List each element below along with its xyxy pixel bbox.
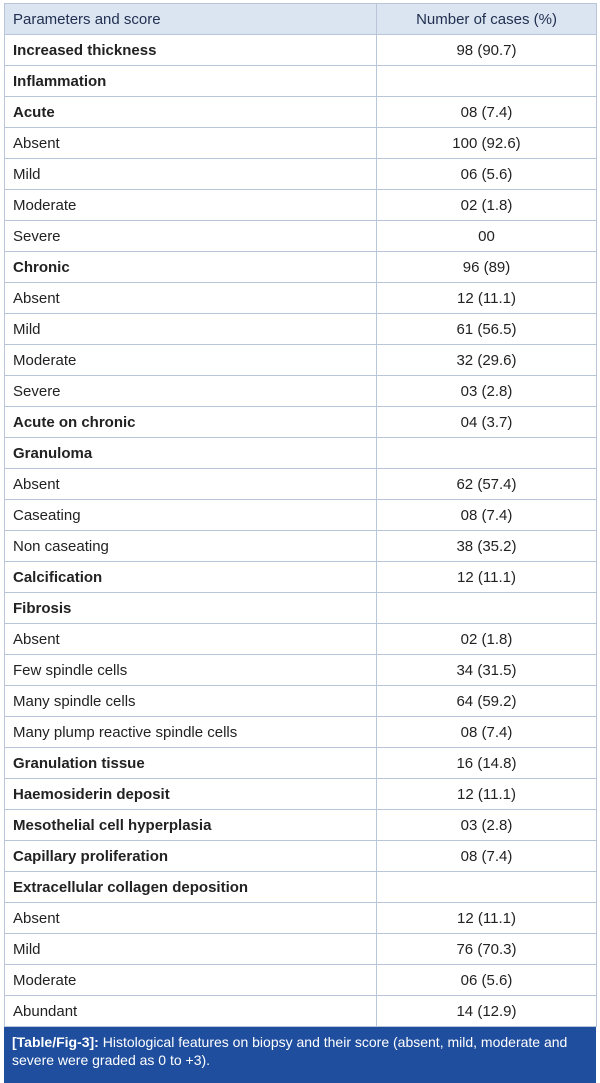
row-value: 62 (57.4) <box>377 469 597 500</box>
table-row <box>5 469 597 500</box>
table-row <box>5 376 597 407</box>
row-label: Haemosiderin deposit <box>5 779 377 810</box>
row-label: Absent <box>5 469 377 500</box>
row-label: Severe <box>5 376 377 407</box>
row-label: Extracellular collagen deposition <box>5 872 377 903</box>
row-label: Moderate <box>5 345 377 376</box>
row-label: Granuloma <box>5 438 377 469</box>
row-label: Absent <box>5 283 377 314</box>
table-row <box>5 531 597 562</box>
table-row <box>5 872 597 903</box>
row-value: 12 (11.1) <box>377 283 597 314</box>
row-label: Absent <box>5 624 377 655</box>
table-header-row <box>5 4 597 35</box>
row-value: 38 (35.2) <box>377 531 597 562</box>
histology-table <box>4 3 597 1027</box>
table-row <box>5 500 597 531</box>
table-row <box>5 965 597 996</box>
header-cases: Number of cases (%) <box>377 4 597 35</box>
row-label: Absent <box>5 128 377 159</box>
caption-ref: [Table/Fig-3]: <box>12 1034 99 1050</box>
table-row <box>5 593 597 624</box>
table-row <box>5 128 597 159</box>
row-label: Chronic <box>5 252 377 283</box>
row-value: 16 (14.8) <box>377 748 597 779</box>
table-row <box>5 624 597 655</box>
row-label: Mild <box>5 934 377 965</box>
row-value: 64 (59.2) <box>377 686 597 717</box>
row-value: 96 (89) <box>377 252 597 283</box>
table-row <box>5 438 597 469</box>
table-row <box>5 841 597 872</box>
table-row <box>5 562 597 593</box>
row-value: 02 (1.8) <box>377 624 597 655</box>
table-row <box>5 190 597 221</box>
row-value: 98 (90.7) <box>377 35 597 66</box>
row-value: 14 (12.9) <box>377 996 597 1027</box>
row-value <box>377 593 597 624</box>
row-value: 08 (7.4) <box>377 500 597 531</box>
row-value: 03 (2.8) <box>377 810 597 841</box>
table-body <box>5 35 597 1027</box>
row-label: Non caseating <box>5 531 377 562</box>
row-label: Severe <box>5 221 377 252</box>
table-row <box>5 252 597 283</box>
table-row <box>5 66 597 97</box>
table-row <box>5 655 597 686</box>
row-value: 06 (5.6) <box>377 965 597 996</box>
row-value: 06 (5.6) <box>377 159 597 190</box>
row-value: 03 (2.8) <box>377 376 597 407</box>
row-label: Caseating <box>5 500 377 531</box>
row-value <box>377 66 597 97</box>
row-label: Many spindle cells <box>5 686 377 717</box>
row-value: 08 (7.4) <box>377 97 597 128</box>
row-label: Capillary proliferation <box>5 841 377 872</box>
row-label: Moderate <box>5 190 377 221</box>
row-value: 12 (11.1) <box>377 903 597 934</box>
row-label: Mild <box>5 159 377 190</box>
row-value: 76 (70.3) <box>377 934 597 965</box>
table-row <box>5 314 597 345</box>
table-row <box>5 221 597 252</box>
row-value: 34 (31.5) <box>377 655 597 686</box>
row-value: 08 (7.4) <box>377 717 597 748</box>
row-label: Mesothelial cell hyperplasia <box>5 810 377 841</box>
row-value: 00 <box>377 221 597 252</box>
row-label: Increased thickness <box>5 35 377 66</box>
table-row <box>5 996 597 1027</box>
row-label: Moderate <box>5 965 377 996</box>
row-label: Inflammation <box>5 66 377 97</box>
caption-text: Histological features on biopsy and their score (absent, mild, moderate and severe were graded as 0 to +3). <box>12 1034 568 1068</box>
table-row <box>5 97 597 128</box>
row-label: Fibrosis <box>5 593 377 624</box>
row-value <box>377 872 597 903</box>
table-row <box>5 283 597 314</box>
row-value: 08 (7.4) <box>377 841 597 872</box>
row-label: Abundant <box>5 996 377 1027</box>
row-label: Acute on chronic <box>5 407 377 438</box>
row-value: 04 (3.7) <box>377 407 597 438</box>
table-row <box>5 934 597 965</box>
row-value: 100 (92.6) <box>377 128 597 159</box>
row-label: Many plump reactive spindle cells <box>5 717 377 748</box>
table-row <box>5 717 597 748</box>
row-value <box>377 438 597 469</box>
table-row <box>5 345 597 376</box>
table-row <box>5 810 597 841</box>
table-row <box>5 686 597 717</box>
table-row <box>5 779 597 810</box>
row-label: Absent <box>5 903 377 934</box>
row-value: 12 (11.1) <box>377 779 597 810</box>
table-figure <box>4 3 596 1083</box>
row-label: Calcification <box>5 562 377 593</box>
table-row <box>5 407 597 438</box>
table-row <box>5 35 597 66</box>
header-parameters: Parameters and score <box>5 4 377 35</box>
table-row <box>5 159 597 190</box>
row-value: 32 (29.6) <box>377 345 597 376</box>
table-row <box>5 748 597 779</box>
row-label: Few spindle cells <box>5 655 377 686</box>
table-row <box>5 903 597 934</box>
row-value: 02 (1.8) <box>377 190 597 221</box>
row-value: 12 (11.1) <box>377 562 597 593</box>
row-label: Mild <box>5 314 377 345</box>
row-value: 61 (56.5) <box>377 314 597 345</box>
row-label: Granulation tissue <box>5 748 377 779</box>
row-label: Acute <box>5 97 377 128</box>
